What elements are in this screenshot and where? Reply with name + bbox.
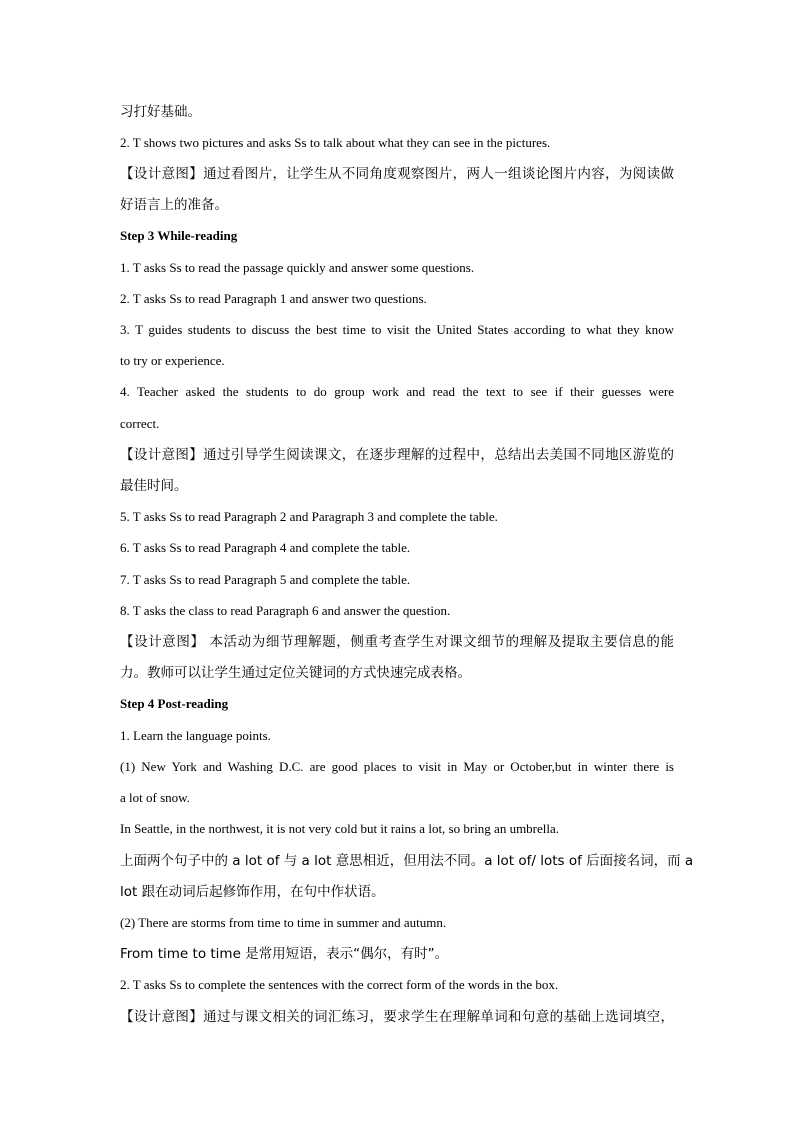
text-line: (2) There are storms from time to time in summer and autumn. xyxy=(120,915,447,930)
text-line: 3. T guides students to discuss the best time to visit the United States according to what they know xyxy=(120,322,674,337)
text-line: 习打好基础。 xyxy=(120,104,201,120)
text-line: 1. Learn the language points. xyxy=(120,728,271,743)
text-line: correct. xyxy=(120,416,160,431)
step-heading: Step 4 Post-reading xyxy=(120,696,229,711)
text-line: 2. T asks Ss to complete the sentences with the correct form of the words in the box. xyxy=(120,977,559,992)
text-line: 5. T asks Ss to read Paragraph 2 and Paragraph 3 and complete the table. xyxy=(120,509,498,524)
text-line: 2. T asks Ss to read Paragraph 1 and answer two questions. xyxy=(120,291,427,306)
text-line: 4. Teacher asked the students to do group work and read the text to see if their guesses were xyxy=(120,384,674,399)
text-line: 上面两个句子中的 a lot of 与 a lot 意思相近，但用法不同。a lot of/ lots of 后面接名词，而 a xyxy=(120,853,694,869)
step-heading: Step 3 While-reading xyxy=(120,228,238,243)
text-line: 最佳时间。 xyxy=(120,478,188,494)
text-line: lot 跟在动词后起修饰作用，在句中作状语。 xyxy=(120,884,385,900)
text-line: 7. T asks Ss to read Paragraph 5 and complete the table. xyxy=(120,572,411,587)
design-intent-line: 【设计意图】 本活动为细节理解题，侧重考查学生对课文细节的理解及提取主要信息的能 xyxy=(120,634,674,650)
text-line: to try or experience. xyxy=(120,353,225,368)
text-line: 好语言上的准备。 xyxy=(120,197,228,213)
text-line: 6. T asks Ss to read Paragraph 4 and complete the table. xyxy=(120,540,411,555)
text-line: a lot of snow. xyxy=(120,790,190,805)
design-intent-line: 【设计意图】通过看图片，让学生从不同角度观察图片，两人一组谈论图片内容，为阅读做 xyxy=(120,166,674,182)
text-line: (1) New York and Washing D.C. are good places to visit in May or October,but in winter there is xyxy=(120,759,674,774)
text-line: 1. T asks Ss to read the passage quickly and answer some questions. xyxy=(120,260,475,275)
text-line: In Seattle, in the northwest, it is not very cold but it rains a lot, so bring an umbrella. xyxy=(120,821,560,836)
text-line: 8. T asks the class to read Paragraph 6 and answer the question. xyxy=(120,603,451,618)
design-intent-line: 【设计意图】通过与课文相关的词汇练习，要求学生在理解单词和句意的基础上选词填空， xyxy=(120,1009,674,1025)
text-line: 力。教师可以让学生通过定位关键词的方式快速完成表格。 xyxy=(120,665,471,681)
text-line: 2. T shows two pictures and asks Ss to talk about what they can see in the pictures. xyxy=(120,135,551,150)
design-intent-line: 【设计意图】通过引导学生阅读课文，在逐步理解的过程中，总结出去美国不同地区游览的 xyxy=(120,447,674,463)
text-line: From time to time 是常用短语，表示“偶尔，有时”。 xyxy=(120,946,449,962)
